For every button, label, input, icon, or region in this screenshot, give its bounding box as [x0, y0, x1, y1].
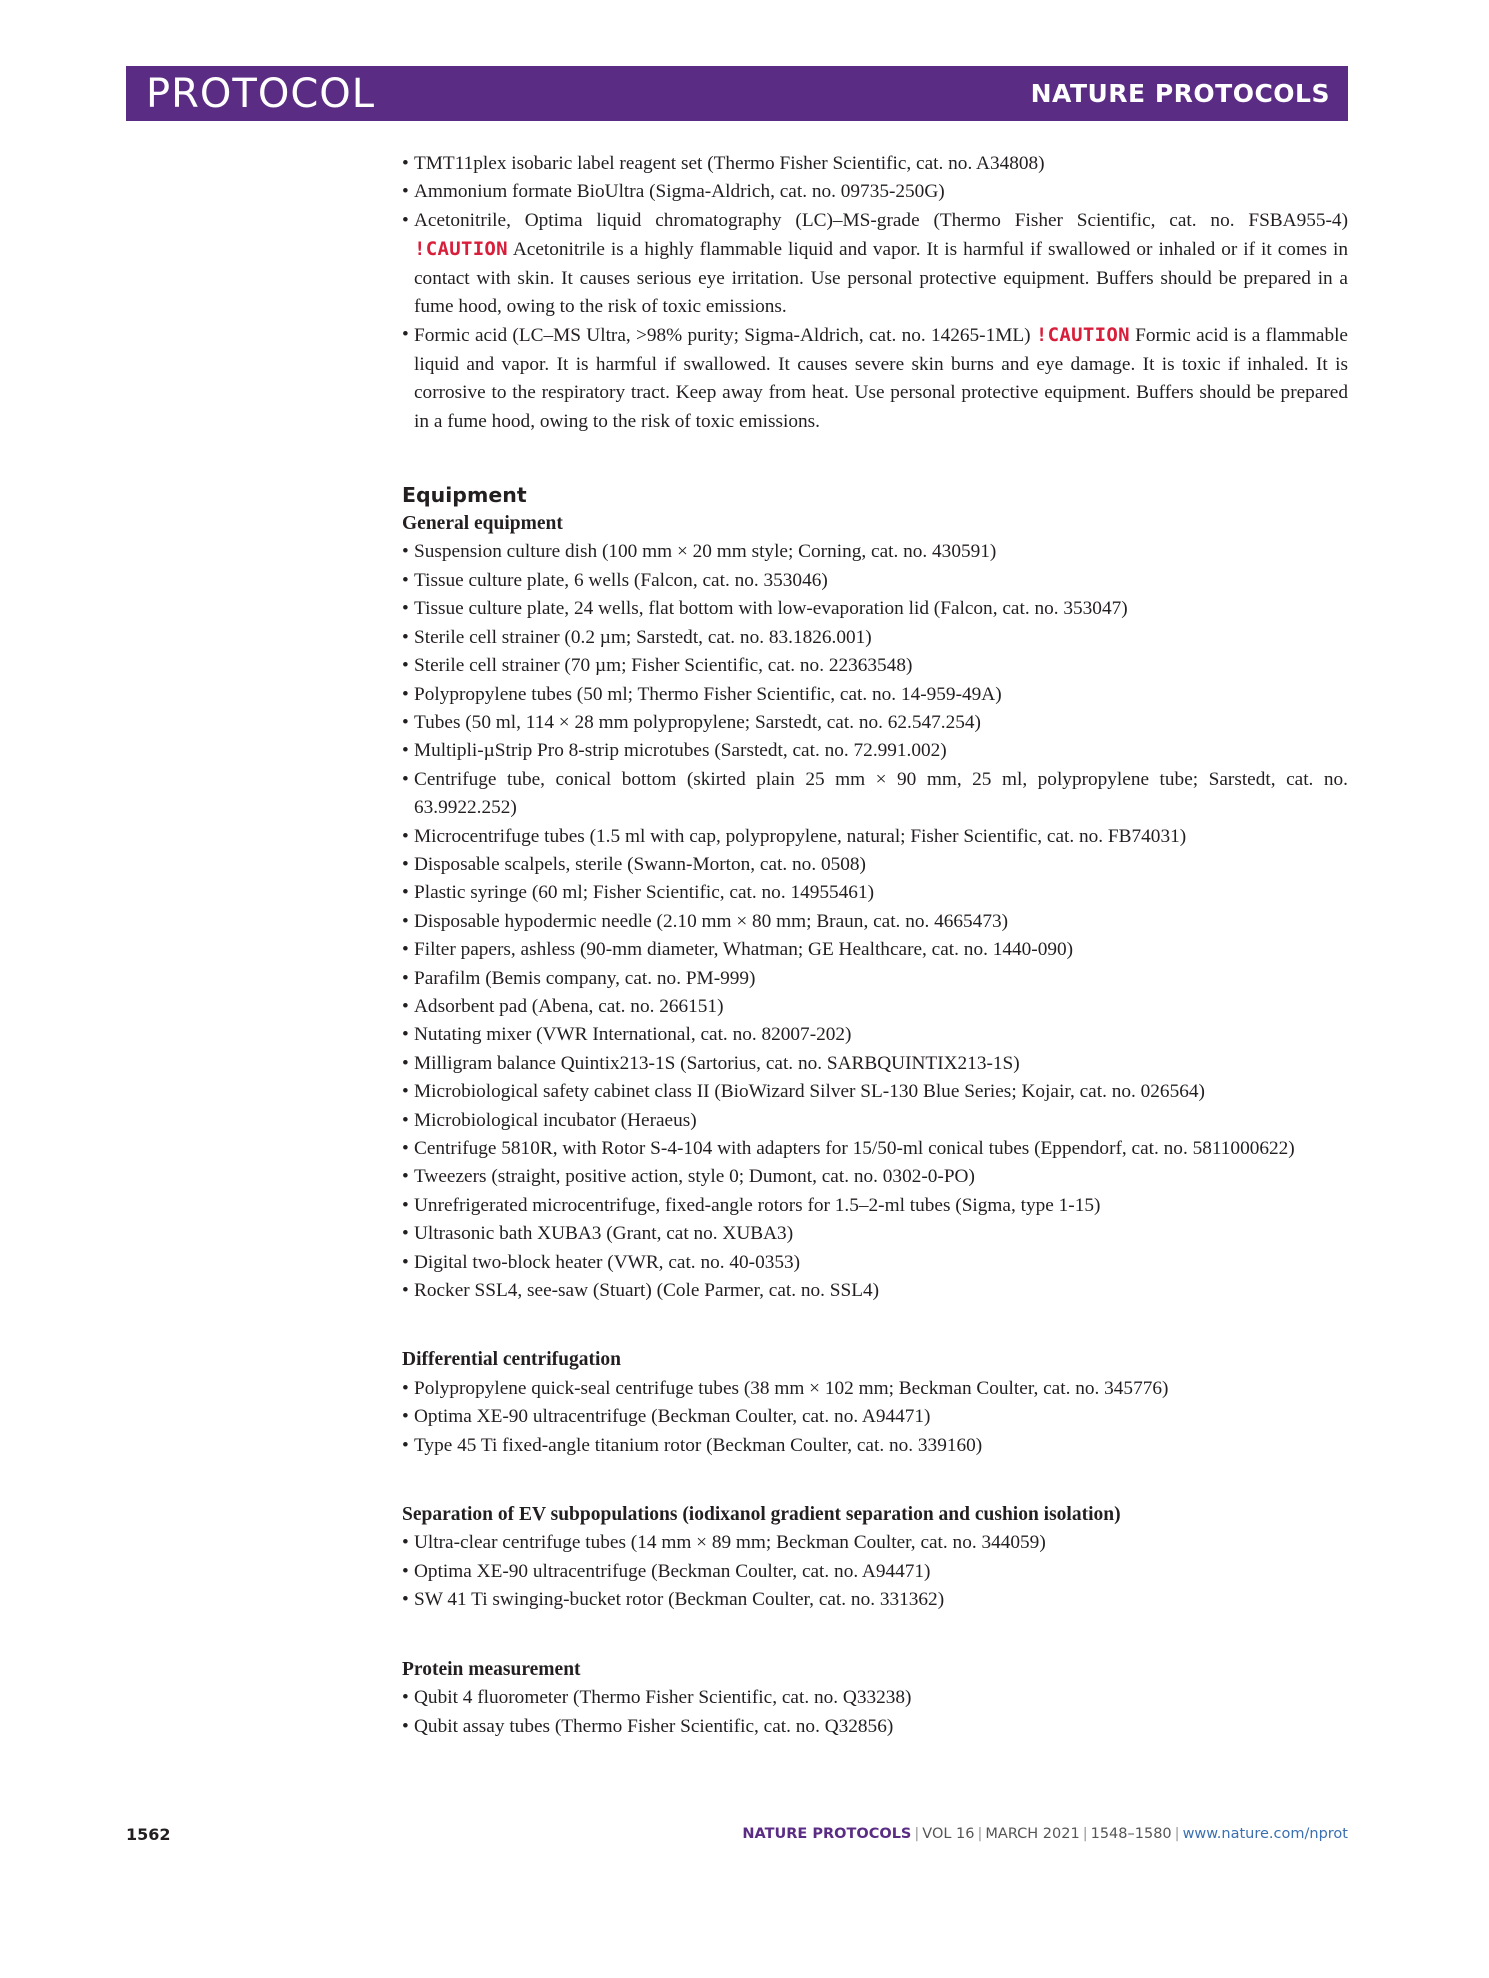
list-item: • Centrifuge 5810R, with Rotor S-4-104 with adapters for 15/50-ml conical tubes (Eppendorf, cat. no. 5811000622)	[402, 1135, 1348, 1163]
list-item: • Sterile cell strainer (0.2 µm; Sarstedt, cat. no. 83.1826.001)	[402, 624, 1348, 652]
equipment-heading: Equipment	[402, 483, 527, 508]
list-item: • Acetonitrile, Optima liquid chromatography (LC)–MS-grade (Thermo Fisher Scientific, cat. no. FSBA955-4) !CAUTION Acetonitrile is a highly flammable liquid and vapor. It is harmful if swallowed or inhaled or if it comes in contact with skin. It causes serious eye irritation. Use personal protective equipment. Buffers should be prepared in a fume hood, owing to the risk of toxic emissions.	[402, 207, 1348, 322]
list-item: • Ultrasonic bath XUBA3 (Grant, cat no. XUBA3)	[402, 1220, 1348, 1248]
list-item: • Optima XE-90 ultracentrifuge (Beckman Coulter, cat. no. A94471)	[402, 1403, 1348, 1431]
list-item: • Nutating mixer (VWR International, cat. no. 82007-202)	[402, 1021, 1348, 1049]
list-item: • Microbiological safety cabinet class II (BioWizard Silver SL-130 Blue Series; Kojair, cat. no. 026564)	[402, 1078, 1348, 1106]
list-item: • Filter papers, ashless (90-mm diameter, Whatman; GE Healthcare, cat. no. 1440-090)	[402, 936, 1348, 964]
list-item: • Tubes (50 ml, 114 × 28 mm polypropylene; Sarstedt, cat. no. 62.547.254)	[402, 709, 1348, 737]
footer-separator: |	[1082, 1826, 1088, 1842]
list-item: • Disposable hypodermic needle (2.10 mm × 80 mm; Braun, cat. no. 4665473)	[402, 908, 1348, 936]
footer-citation	[742, 1826, 1348, 1842]
list-item: • Rocker SSL4, see-saw (Stuart) (Cole Parmer, cat. no. SSL4)	[402, 1277, 1348, 1305]
section-heading-ev-separation: Separation of EV subpopulations (iodixanol gradient separation and cushion isolation)	[402, 1504, 1121, 1526]
main-content	[402, 150, 1348, 1741]
reagent-list	[402, 150, 1348, 436]
list-item: • Tissue culture plate, 24 wells, flat bottom with low-evaporation lid (Falcon, cat. no. 353047)	[402, 595, 1348, 623]
list-item: • Type 45 Ti fixed-angle titanium rotor (Beckman Coulter, cat. no. 339160)	[402, 1432, 1348, 1460]
footer-journal: NATURE PROTOCOLS	[742, 1826, 912, 1842]
list-item: • Tissue culture plate, 6 wells (Falcon, cat. no. 353046)	[402, 567, 1348, 595]
list-item: • Disposable scalpels, sterile (Swann-Morton, cat. no. 0508)	[402, 851, 1348, 879]
list-item: • Microcentrifuge tubes (1.5 ml with cap, polypropylene, natural; Fisher Scientific, cat. no. FB74031)	[402, 823, 1348, 851]
list-item: • Milligram balance Quintix213-1S (Sartorius, cat. no. SARBQUINTIX213-1S)	[402, 1050, 1348, 1078]
list-item: • Plastic syringe (60 ml; Fisher Scientific, cat. no. 14955461)	[402, 879, 1348, 907]
journal-name-label: NATURE PROTOCOLS	[1030, 79, 1330, 108]
list-item: • TMT11plex isobaric label reagent set (Thermo Fisher Scientific, cat. no. A34808)	[402, 150, 1348, 178]
footer-separator: |	[914, 1826, 920, 1842]
footer-separator: |	[977, 1826, 983, 1842]
footer-separator: |	[1174, 1826, 1180, 1842]
ev-separation-list	[402, 1529, 1348, 1614]
header-bar	[126, 66, 1348, 121]
list-item: • Sterile cell strainer (70 µm; Fisher Scientific, cat. no. 22363548)	[402, 652, 1348, 680]
list-item: • Optima XE-90 ultracentrifuge (Beckman Coulter, cat. no. A94471)	[402, 1558, 1348, 1586]
footer-url-link[interactable]: www.nature.com/nprot	[1182, 1826, 1348, 1842]
list-item: • Centrifuge tube, conical bottom (skirted plain 25 mm × 90 mm, 25 ml, polypropylene tube; Sarstedt, cat. no. 63.9922.252)	[402, 766, 1348, 823]
section-heading-protein-measurement: Protein measurement	[402, 1658, 581, 1680]
caution-label: !CAUTION	[1035, 324, 1130, 347]
list-item: • Multipli-µStrip Pro 8-strip microtubes (Sarstedt, cat. no. 72.991.002)	[402, 737, 1348, 765]
general-equipment-list	[402, 538, 1348, 1305]
list-item: • Polypropylene quick-seal centrifuge tubes (38 mm × 102 mm; Beckman Coulter, cat. no. 345776)	[402, 1375, 1348, 1403]
section-type-label: PROTOCOL	[146, 70, 376, 117]
list-item: • Suspension culture dish (100 mm × 20 mm style; Corning, cat. no. 430591)	[402, 538, 1348, 566]
list-item: • Parafilm (Bemis company, cat. no. PM-999)	[402, 965, 1348, 993]
list-item: • Adsorbent pad (Abena, cat. no. 266151)	[402, 993, 1348, 1021]
list-item: • Polypropylene tubes (50 ml; Thermo Fisher Scientific, cat. no. 14-959-49A)	[402, 681, 1348, 709]
section-heading-differential-centrifugation: Differential centrifugation	[402, 1349, 621, 1371]
list-item: • Digital two-block heater (VWR, cat. no. 40-0353)	[402, 1249, 1348, 1277]
footer-date: MARCH 2021	[985, 1826, 1080, 1842]
footer-pages: 1548–1580	[1090, 1826, 1172, 1842]
list-item: • Microbiological incubator (Heraeus)	[402, 1107, 1348, 1135]
section-heading-general-equipment: General equipment	[402, 513, 563, 535]
list-item: • Qubit 4 fluorometer (Thermo Fisher Scientific, cat. no. Q33238)	[402, 1684, 1348, 1712]
footer-volume: VOL 16	[922, 1826, 975, 1842]
caution-label: !CAUTION	[414, 238, 508, 261]
protein-measurement-list	[402, 1684, 1348, 1741]
differential-centrifugation-list	[402, 1375, 1348, 1460]
page-number: 1562	[126, 1825, 171, 1844]
list-item: • Ultra-clear centrifuge tubes (14 mm × 89 mm; Beckman Coulter, cat. no. 344059)	[402, 1529, 1348, 1557]
list-item: • SW 41 Ti swinging-bucket rotor (Beckman Coulter, cat. no. 331362)	[402, 1586, 1348, 1614]
list-item: • Ammonium formate BioUltra (Sigma-Aldrich, cat. no. 09735-250G)	[402, 178, 1348, 206]
list-item: • Unrefrigerated microcentrifuge, fixed-angle rotors for 1.5–2-ml tubes (Sigma, type 1-15)	[402, 1192, 1348, 1220]
list-item: • Qubit assay tubes (Thermo Fisher Scientific, cat. no. Q32856)	[402, 1713, 1348, 1741]
list-item: • Tweezers (straight, positive action, style 0; Dumont, cat. no. 0302-0-PO)	[402, 1163, 1348, 1191]
list-item: • Formic acid (LC–MS Ultra, >98% purity; Sigma-Aldrich, cat. no. 14265-1ML) !CAUTION Formic acid is a flammable liquid and vapor. It is harmful if swallowed. It causes severe skin burns and eye damage. It is toxic if inhaled. It is corrosive to the respiratory tract. Keep away from heat. Use personal protective equipment. Buffers should be prepared in a fume hood, owing to the risk of toxic emissions.	[402, 321, 1348, 436]
